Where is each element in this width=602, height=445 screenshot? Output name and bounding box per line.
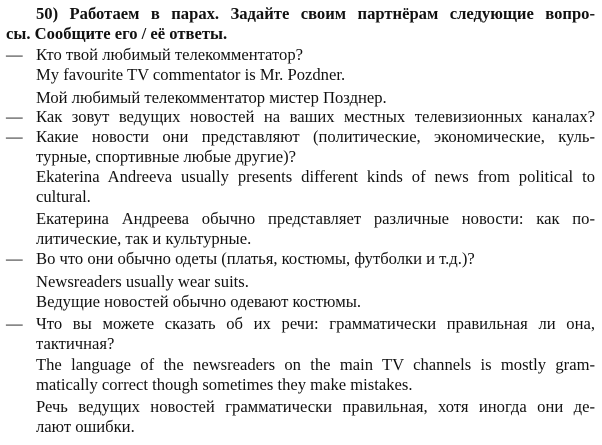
answer-3-en-line-1: Ekaterina Andreeva usually presents different kinds of news from political to bbox=[36, 167, 595, 186]
answer-4-en: Newsreaders usually wear suits. bbox=[36, 272, 249, 291]
answer-1-en: My favourite TV commentator is Mr. Pozdner. bbox=[36, 65, 346, 84]
answer-5-ru-line-2: лают ошибки. bbox=[36, 417, 135, 436]
question-3-line-2: турные, спортивные любые другие)? bbox=[36, 147, 296, 166]
question-3-line-1: Какие новости они представляют (политические, экономические, куль- bbox=[36, 127, 595, 146]
dash-marker: — bbox=[6, 249, 23, 268]
answer-3-ru-line-1: Екатерина Андреева обычно представляет различные новости: как по- bbox=[36, 209, 595, 228]
answer-4-ru: Ведущие новостей обычно одевают костюмы. bbox=[36, 292, 362, 311]
question-5-line-1: Что вы можете сказать об их речи: грамматически правильная ли она, bbox=[36, 314, 595, 333]
answer-3-ru-line-2: литические, так и культурные. bbox=[36, 229, 252, 248]
answer-3-en-line-2: cultural. bbox=[36, 187, 91, 206]
dash-marker: — bbox=[6, 107, 23, 126]
answer-5-en-line-2: matically correct though sometimes they make mistakes. bbox=[36, 375, 413, 394]
answer-5-en-line-1: The language of the newsreaders on the main TV channels is mostly gram- bbox=[36, 355, 595, 374]
answer-5-ru-line-1: Речь ведущих новостей грамматически правильная, хотя иногда они де- bbox=[36, 397, 595, 416]
dash-marker: — bbox=[6, 314, 23, 333]
question-1: Кто твой любимый телекомментатор? bbox=[36, 45, 303, 64]
dash-marker: — bbox=[6, 45, 23, 64]
question-5-line-2: тактичная? bbox=[36, 334, 115, 353]
dash-marker: — bbox=[6, 127, 23, 146]
question-4: Во что они обычно одеты (платья, костюмы, футболки и т.д.)? bbox=[36, 249, 475, 268]
question-2: Как зовут ведущих новостей на ваших местных телевизионных каналах? bbox=[36, 107, 595, 126]
answer-1-ru: Мой любимый телекомментатор мистер Позднер. bbox=[36, 88, 387, 107]
exercise-title-line-1: 50) Работаем в парах. Задайте своим партнёрам следующие вопро- bbox=[36, 4, 595, 23]
exercise-title-line-2: сы. Сообщите его / её ответы. bbox=[6, 24, 228, 43]
